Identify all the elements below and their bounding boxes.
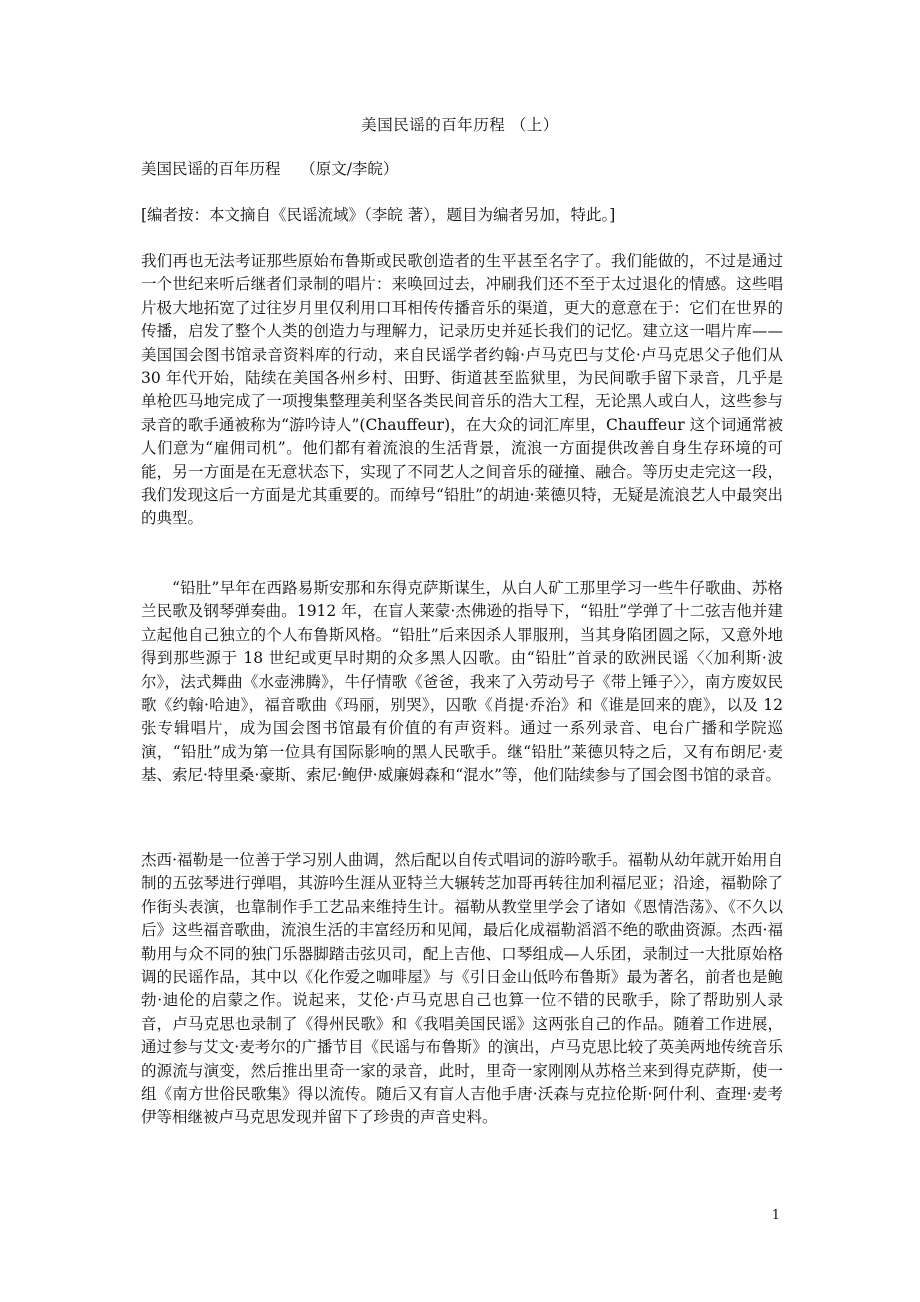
body-paragraph-1: 我们再也无法考证那些原始布鲁斯或民歌创造者的生平甚至名字了。我们能做的，不过是通过一个世纪来听后继者们录制的唱片：来唤回过去，冲刷我们还不至于太过退化的情感。这些唱片极大地拓宽了过往岁月里仅利用口耳相传传播音乐的渠道，更大的意意在于：它们在世界的传播，启发了整个人类的创造力与理解力，记录历史并延长我们的记忆。建立这一唱片库——美国国会图书馆录音资料库的行动，来自民谣学者约翰·卢马克巴与艾伦·卢马克思父子他们从 30 年代开始，陆续在美国各州乡村、田野、街道甚至监狱里，为民间歌手留下录音，几乎是单枪匹马地完成了一项搜集整理美利坚各类民间音乐的浩大工程，无论黑人或白人，这些参与录音的歌手通被称为“游吟诗人”(Chauffeur)，在大众的词汇库里，Chauffeur 这个词通常被人们意为“雇佣司机”。他们都有着流浪的生活背景，流浪一方面提供改善自身生存环境的可能，另一方面是在无意状态下，实现了不同艺人之间音乐的碰撞、融合。等历史走完这一段，我们发现这后一方面是尤其重要的。而绰号“铅肚”的胡迪·莱德贝特，无疑是流浪艺人中最突出的典型。: [141, 252, 783, 528]
body-paragraph-2: “铅肚”早年在西路易斯安那和东得克萨斯谋生，从白人矿工那里学习一些牛仔歌曲、苏格兰民歌及钢琴弹奏曲。1912 年，在盲人莱蒙·杰佛逊的指导下，“铅肚”学弹了十二弦吉他并建立起他自己独立的个人布鲁斯风格。“铅肚”后来因杀人罪服刑，当其身陷团圆之际，又意外地得到那些源于 18 世纪或更早时期的众多黑人囚歌。由“铅肚”首录的欧洲民谣〈〈加利斯·波尔》，法式舞曲《水壶沸腾》，牛仔情歌《爸爸，我来了入劳动号子《带上锤子〉〉，南方废奴民歌《约翰·哈迪》，福音歌曲《玛丽，别哭》，囚歌《肖提·乔治》和《谁是回来的鹿》，以及 12 张专辑唱片，成为国会图书馆最有价值的有声资料。通过一系列录音、电台广播和学院巡演，“铅肚”成为第一位具有国际影响的黑人民歌手。继“铅肚”莱德贝特之后，又有布朗尼·麦基、索尼·特里桑·豪斯、索尼·鲍伊·威廉姆森和“混水”等，他们陆续参与了国会图书馆的录音。: [141, 579, 783, 785]
document-subtitle: 美国民谣的百年历程 （原文/李皖）: [141, 160, 399, 178]
document-title: 美国民谣的百年历程 （上）: [361, 116, 559, 134]
editor-note: [编者按：本文摘自《民谣流域》（李皖 著），题目为编者另加，特此。]: [141, 206, 616, 224]
body-paragraph-3: 杰西·福勒是一位善于学习别人曲调，然后配以自传式唱词的游吟歌手。福勒从幼年就开始用自制的五弦琴进行弹唱，其游吟生涯从亚特兰大辗转芝加哥再转往加利福尼亚；沿途，福勒除了作街头表演，也靠制作手工艺品来维持生计。福勒从教堂里学会了诸如《恩情浩荡》、《不久以后》这些福音歌曲，流浪生活的丰富经历和见闻，最后化成福勒滔滔不绝的歌曲资源。杰西·福勒用与众不同的独门乐器脚踏击弦贝司，配上吉他、口琴组成—人乐团，录制过一大批原始格调的民谣作品，其中以《化作爱之咖啡屋》与《引日金山低吟布鲁斯》最为著名，前者也是鲍勃·迪伦的启蒙之作。说起来，艾伦·卢马克思自己也算一位不错的民歌手，除了帮助别人录音，卢马克思也录制了《得州民歌》和《我唱美国民谣》这两张自己的作品。随着工作进展，通过参与艾文·麦考尔的广播节目《民谣与布鲁斯》的演出，卢马克思比较了英美两地传统音乐的源流与演变，然后推出里奇一家的录音，此时，里奇一家刚刚从苏格兰来到得克萨斯，使一组《南方世俗民歌集》得以流传。随后又有盲人吉他手唐·沃森与克拉伦斯·阿什利、查理·麦考伊等相继被卢马克思发现并留下了珍贵的声音史料。: [141, 851, 783, 1127]
page-number: 1: [771, 1208, 780, 1223]
